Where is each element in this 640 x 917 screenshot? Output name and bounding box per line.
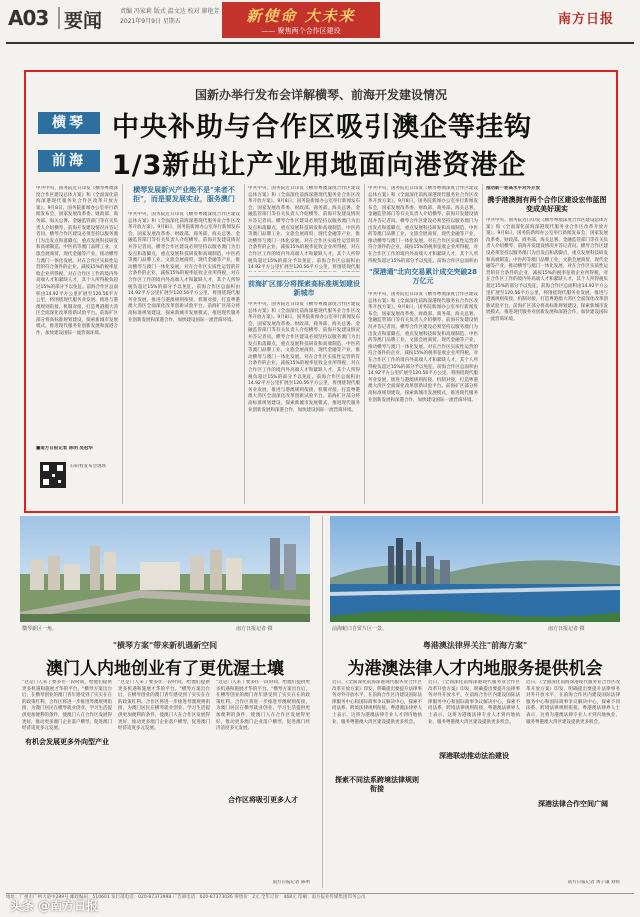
qr-code (40, 462, 66, 488)
photo-caption-1: 横琴新区一角。 (22, 626, 58, 632)
story1-col2: "这是门人来了要多住一段时间，给他们提供更多机遇和施展才华的平台。"横琴方案出台后，在横琴创业的澳门青年感受到了实实在在的政策红利。合作区将进一步推进琴澳规则衔接，为澳门居民在横琴就业创业、学习生活提供更加便利的条件，使澳门人在合作区发展得更好，推动更多澳门企业落户横琴，促进澳门经济适度多元发展。 (118, 680, 210, 732)
column-rule (122, 184, 123, 504)
story1-col3: "这是门人来了要多住一段时间，给他们提供更多机遇和施展才华的平台。"横琴方案出台后，在横琴创业的澳门青年感受到了实实在在的政策红利。合作区将进一步推进琴澳规则衔接，为澳门居民在横琴就业创业、学习生活提供更加便利的条件，使澳门人在合作区发展得更好，推动更多澳门企业落户横琴，促进澳门经济适度多元发展。 (216, 680, 310, 732)
story2-col2: 近日，《全面深化前海深港现代服务业合作区改革开放方案》印发，明确提出要提升法律事务对外开放水平，在前海合作区内建设国际法律服务中心和国际商事争议解决中心，探索不同法系、跨境法律规则衔接。粤港澳法律界人士表示，这将为港澳法律专业人才到内地执业、服务粤港澳大湾区建设提供更多机会。 (428, 680, 520, 725)
banner-slogan: 新使命 大未来 (246, 7, 356, 25)
qr-caption: 扫码看发布会现场 (70, 464, 106, 469)
story1-subhead-2: 合作区将吸引更多人才 (228, 796, 298, 804)
photo-credit-1: 南方日报记者 摄 (236, 626, 273, 632)
source-watermark: 头条 @南方日报 (10, 899, 99, 913)
body-column-3a: 中共中央、国务院近日印发《横琴粤澳深度合作区建设总体方案》和《全面深化前海深港现代服务业合作区改革开放方案》。9月8日，国务院新闻办公室举行新闻发布会，国家发展改革委、财政部、商务部、海关总署、金融监管部门等有关负责人介绍横琴、前海开发建设情况并答记者问。横琴合作区建设必须坚持以服务澳门为出发点和落脚点，重点发展科技研发和高端制造、中医药等澳门品牌工业、文旅会展商贸、现代金融等产业，推动横琴与澳门一体化发展。对在合作区实质性运营的符合条件的企业，减按15%的税率征收企业所得税，对在合作区工作的境内外高端人才和紧缺人才，其个人所得税负超过15%的部分予以免征。前海合作区总面积由14.92平方公里扩展至120.56平方公里，将围绕现代服 (248, 186, 360, 271)
page-footer: 地址：广州市广州大道中289号 邮政编码：510601 发行部电话：020-87373998 广告部电话：020-87373026 零售价：2元 全年订价：468元 印刷：南方报业传媒集团印务公司 (6, 893, 634, 908)
column-rule (244, 184, 245, 504)
headline-1: 中央补助与合作区吸引澳企等挂钩 (112, 112, 532, 143)
feature-story (24, 70, 618, 513)
column-rule (364, 184, 365, 504)
story2-subhead-1: 探索不同法系跨境法律规则衔接 (335, 776, 419, 793)
editor-meta: 责编 冯家莉 版式 温文达 校对 廖艳芳 (120, 8, 220, 15)
photo-credit-2: 南方日报记者 摄 (548, 626, 585, 632)
story1-headline: 澳门人内地创业有了更优渥土壤 (46, 659, 284, 679)
story2-kicker: 粤港澳法律界关注"前海方案" (422, 641, 528, 650)
story2-subhead-3: 深港法律合作空间广阔 (538, 800, 608, 808)
story1-col1: "这是门人来了要多住一段时间，给他们提供更多机遇和施展才华的平台。"横琴方案出台后，在横琴创业的澳门青年感受到了实实在在的政策红利。合作区将进一步推进琴澳规则衔接，为澳门居民在横琴就业创业、学习生活提供更加便利的条件，使澳门人在合作区发展得更好，推动更多澳门企业落户横琴，促进澳门经济适度多元发展。 (22, 680, 112, 732)
qianhai-skyline-image (330, 516, 620, 622)
body-column-4b: 中共中央、国务院近日印发《横琴粤澳深度合作区建设总体方案》和《全面深化前海深港现代服务业合作区改革开放方案》。9月8日，国务院新闻办公室举行新闻发布会，国家发展改革委、财政部、商务部、海关总署、金融监管部门等有关负责人介绍横琴、前海开发建设情况并答记者问。横琴合作区建设必须坚持以服务澳门为出发点和落脚点，重点发展科技研发和高端制造、中医药等澳门品牌工业、文旅会展商贸、现代金融等产业，推动横琴与澳门一体化发展。对在合作区实质性运营的符合条件的企业，减按15%的税率征收企业所得税，对在合作区工作的境内外高端人才和紧缺人才，其个人所得税负超过15%的部分予以免征。前海合作区总面积由14.92平方公里扩展至120.56平方公里，将围绕现代服务业发展，推进与港澳规则衔接、机制对接，打造粤港澳大湾区全面深化改革创新试验平台。前海扩区部分将高标准规划建设，探索新城市发展模式，推进现代服务业创新发展和深港合作，加快建设国际一流营商环境。 (368, 292, 478, 403)
header-rule (6, 42, 634, 44)
issue-date: 2021年9月9日 星期五 (120, 18, 181, 25)
commentary-body: 中共中央、国务院近日印发《横琴粤澳深度合作区建设总体方案》和《全面深化前海深港现代服务业合作区改革开放方案》。9月8日，国务院新闻办公室举行新闻发布会，国家发展改革委、财政部、商务部、海关总署、金融监管部门等有关负责人介绍横琴、前海开发建设情况并答记者问。横琴合作区建设必须坚持以服务澳门为出发点和落脚点，重点发展科技研发和高端制造、中医药等澳门品牌工业、文旅会展商贸、现代金融等产业，推动横琴与澳门一体化发展。对在合作区实质性运营的符合条件的企业，减按15%的税率征收企业所得税，对在合作区工作的境内外高端人才和紧缺人才，其个人所得税负超过15%的部分予以免征。前海合作区总面积由14.92平方公里扩展至120.56平方公里，将围绕现代服务业发展，推进与港澳规则衔接、机制对接，打造粤港澳大湾区全面深化改革创新试验平台。前海扩区部分将高标准规划建设，探索新城市发展模式，推进现代服务业创新发展和深港合作，加快建设国际一流营商环境。 (486, 218, 608, 322)
story2-byline: 南方日报记者 黄子谦 刘帮 (567, 880, 620, 885)
body-column-4a: 中共中央、国务院近日印发《横琴粤澳深度合作区建设总体方案》和《全面深化前海深港现代服务业合作区改革开放方案》。9月8日，国务院新闻办公室举行新闻发布会，国家发展改革委、财政部、商务部、海关总署、金融监管部门等有关负责人介绍横琴、前海开发建设情况并答记者问。横琴合作区建设必须坚持以服务澳门为出发点和落脚点，重点发展科技研发和高端制造、中医药等澳门品牌工业、文旅会展商贸、现代金融等产业，推动横琴与澳门一体化发展。对在合作区实质性运营的符合条件的企业，减按15%的税率征收企业所得税，对在合作区工作的境内外高端人才和紧缺人才，其个人所得税负超过15%的部分予以免征。前海合作区总面积由 (368, 186, 478, 264)
headline-2: 1/3新出让产业用地面向港资港企 (112, 150, 527, 181)
commentary-meta: 推动新一轮高水平对外开放 (486, 186, 540, 191)
subhead-hengqin: 横琴发展新兴产业绝不是"来者不拒"，而是要发展实业，服务澳门 (133, 186, 235, 203)
paper-logo: 南方日报 (558, 12, 615, 27)
story2-col1: 近日，《全面深化前海深港现代服务业合作区改革开放方案》印发，明确提出要提升法律事务对外开放水平，在前海合作区内建设国际法律服务中心和国际商事争议解决中心，探索不同法系、跨境法律规则衔接。粤港澳法律界人士表示，这将为港澳法律专业人才到内地执业、服务粤港澳大湾区建设提供更多机会。 (332, 680, 422, 725)
lead-column: 中共中央、国务院近日印发《横琴粤澳深度合作区建设总体方案》和《全面深化前海深港现代服务业合作区改革开放方案》。9月8日，国务院新闻办公室举行新闻发布会，国家发展改革委、财政部、商务部、海关总署、金融监管部门等有关负责人介绍横琴、前海开发建设情况并答记者问。横琴合作区建设必须坚持以服务澳门为出发点和落脚点，重点发展科技研发和高端制造、中医药等澳门品牌工业、文旅会展商贸、现代金融等产业，推动横琴与澳门一体化发展。对在合作区实质性运营的符合条件的企业，减按15%的税率征收企业所得税，对在合作区工作的境内外高端人才和紧缺人才，其个人所得税负超过15%的部分予以免征。前海合作区总面积由14.92平方公里扩展至120.56平方公里，将围绕现代服务业发展，推进与港澳规则衔接、机制对接，打造粤港澳大湾区全面深化改革创新试验平台。前海扩区部分将高标准规划建设，探索新城市发展模式，推进现代服务业创新发展和深港合作，加快建设国际一流营商环境。 (36, 186, 118, 337)
story2-headline: 为港澳法律人才内地服务提供机会 (347, 659, 603, 679)
lead-byline: ■南方日报记者 陈明 吴冠华 (36, 446, 93, 451)
section-divider (58, 7, 60, 29)
photo-caption-2: 前海蛇口自贸片区一景。 (332, 626, 388, 632)
section-name: 要闻 (64, 10, 103, 32)
body-column-3b: 中共中央、国务院近日印发《横琴粤澳深度合作区建设总体方案》和《全面深化前海深港现代服务业合作区改革开放方案》。9月8日，国务院新闻办公室举行新闻发布会，国家发展改革委、财政部、商务部、海关总署、金融监管部门等有关负责人介绍横琴、前海开发建设情况并答记者问。横琴合作区建设必须坚持以服务澳门为出发点和落脚点，重点发展科技研发和高端制造、中医药等澳门品牌工业、文旅会展商贸、现代金融等产业，推动横琴与澳门一体化发展。对在合作区实质性运营的符合条件的企业，减按15%的税率征收企业所得税，对在合作区工作的境内外高端人才和紧缺人才，其个人所得税负超过15%的部分予以免征。前海合作区总面积由14.92平方公里扩展至120.56平方公里，将围绕现代服务业发展，推进与港澳规则衔接、机制对接，打造粤港澳大湾区全面深化改革创新试验平台。前海扩区部分将高标准规划建设，探索新城市发展模式，推进现代服务业创新发展和深港合作，加快建设国际一流营商环境。 (248, 302, 360, 413)
hengqin-skyline-image (20, 516, 310, 622)
story1-subhead-1: 有机会发展更多外向型产业 (25, 738, 109, 746)
banner-subtitle: —— 聚焦两个合作区建设 (261, 27, 341, 35)
story2-col3: 近日，《全面深化前海深港现代服务业合作区改革开放方案》印发，明确提出要提升法律事务对外开放水平，在前海合作区内建设国际法律服务中心和国际商事争议解决中心，探索不同法系、跨境法律规则衔接。粤港澳法律界人士表示，这将为港澳法律专业人才到内地执业、服务粤港澳大湾区建设提供更多机会。 (526, 680, 620, 725)
story2-subhead-2: 深港联动推动法治建设 (439, 752, 509, 760)
tag-qianhai: 前海 (38, 150, 100, 172)
masthead (0, 0, 640, 44)
campaign-banner (222, 2, 380, 38)
tag-hengqin: 横琴 (38, 112, 100, 134)
feature-kicker: 国新办举行发布会详解横琴、前海开发建设情况 (194, 88, 447, 102)
section-rule (248, 276, 360, 277)
body-column-2: 中共中央、国务院近日印发《横琴粤澳深度合作区建设总体方案》和《全面深化前海深港现代服务业合作区改革开放方案》。9月8日，国务院新闻办公室举行新闻发布会，国家发展改革委、财政部、商务部、海关总署、金融监管部门等有关负责人介绍横琴、前海开发建设情况并答记者问。横琴合作区建设必须坚持以服务澳门为出发点和落脚点，重点发展科技研发和高端制造、中医药等澳门品牌工业、文旅会展商贸、现代金融等产业，推动横琴与澳门一体化发展。对在合作区实质性运营的符合条件的企业，减按15%的税率征收企业所得税，对在合作区工作的境内外高端人才和紧缺人才，其个人所得税负超过15%的部分予以免征。前海合作区总面积由14.92平方公里扩展至120.56平方公里，将围绕现代服务业发展，推进与港澳规则衔接、机制对接，打造粤港澳大湾区全面深化改革创新试验平台。前海扩区部分将高标准规划建设，探索新城市发展模式，推进现代服务业创新发展和深港合作，加快建设国际一流营商环境。 (128, 212, 240, 323)
story1-byline: 南方日报记者 陈明 (272, 880, 310, 885)
story1-kicker: "横琴方案"带来新机遇新空间 (112, 641, 218, 650)
subhead-stock-connect: "深港通"北向交易累计成交突破28万亿元 (368, 268, 478, 285)
page-number: A03 (8, 6, 49, 30)
column-rule (482, 184, 483, 504)
hengqin-photo (20, 516, 310, 622)
commentary-title: 携手港澳拥有两个合作区建设宏伟蓝图变成美好现实 (487, 196, 607, 213)
subhead-qianhai: 前海扩区部分将探索高标准规划建设新城市 (248, 280, 360, 297)
qianhai-photo (330, 516, 620, 622)
story-divider (322, 516, 323, 888)
